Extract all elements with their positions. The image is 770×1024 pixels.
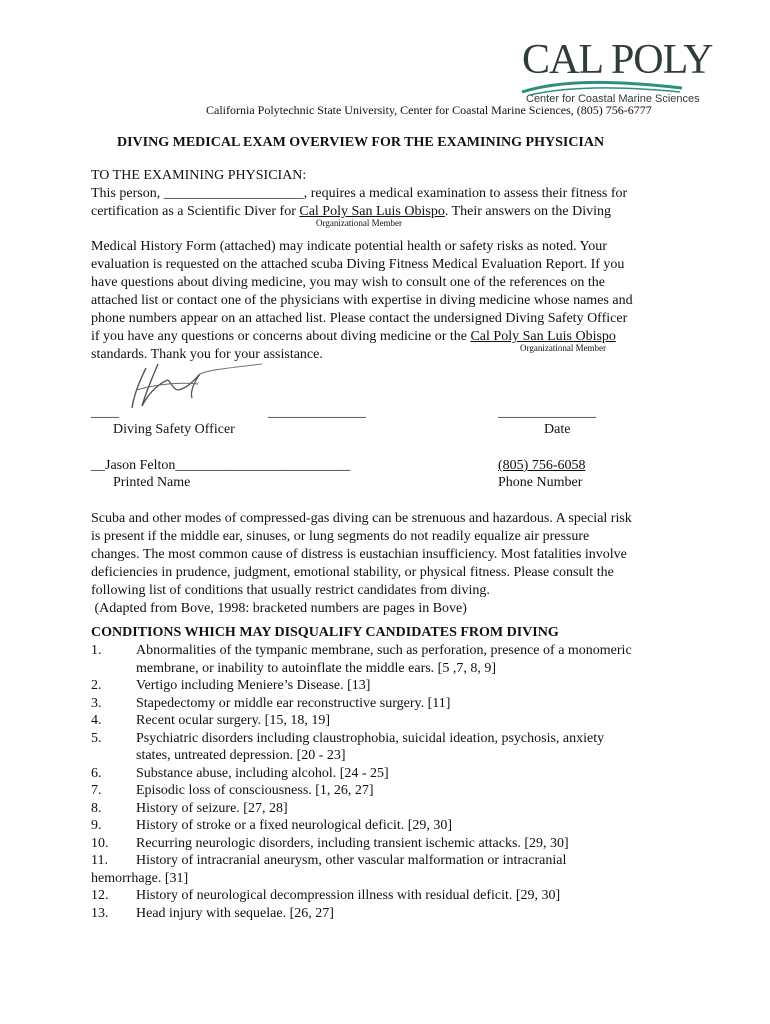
item-text: Abnormalities of the tympanic membrane, such as perforation, presence of a monomeric: [136, 643, 632, 658]
item-text: History of stroke or a fixed neurological deficit. [29, 30]: [136, 818, 453, 833]
item-text: Head injury with sequelae. [26, 27]: [136, 905, 334, 921]
item-number: 11.: [91, 853, 108, 868]
list-item: [91, 730, 691, 748]
item-text: Recent ocular surgery. [15, 18, 19]: [136, 713, 330, 728]
intro-text-end: . Their answers on the Diving: [444, 204, 611, 219]
item-text: History of neurological decompression illness with residual deficit. [29, 30]: [136, 888, 561, 903]
item-text: History of seizure. [27, 28]: [136, 800, 288, 816]
item-text: Episodic loss of consciousness. [1, 26, 27]: [136, 783, 374, 798]
logo-wordmark: CAL POLY: [522, 37, 713, 83]
para-line: evaluation is requested on the attached scuba Diving Fitness Medical Evaluation Report. If you: [91, 257, 625, 272]
org-label: Organizational Member: [520, 343, 607, 353]
date-line: ______________: [498, 405, 596, 420]
item-text: membrane, or inability to autoinflate the middle ears. [5 ,7, 8, 9]: [136, 660, 497, 676]
para-text: if you have any questions or concerns about diving medicine or the: [91, 329, 471, 344]
date-label: Date: [544, 422, 571, 437]
para-line: Scuba and other modes of compressed-gas diving can be strenuous and hazardous. A special risk: [91, 511, 632, 526]
item-text: History of intracranial aneurysm, other vascular malformation or intracranial: [136, 853, 567, 868]
dso-label: Diving Safety Officer: [113, 422, 235, 437]
org-name: Cal Poly San Luis Obispo: [299, 204, 445, 219]
list-item: [91, 677, 691, 695]
item-number: 9.: [91, 818, 102, 833]
para-line: phone numbers appear on an attached list. Please contact the undersigned Diving Safety Officer: [91, 311, 628, 326]
phone-label: Phone Number: [498, 475, 583, 490]
list-item: [91, 712, 691, 730]
list-item: [91, 642, 691, 660]
conditions-heading: CONDITIONS WHICH MAY DISQUALIFY CANDIDATES FROM DIVING: [91, 625, 559, 640]
list-item: [91, 887, 691, 905]
list-item: [91, 695, 691, 713]
item-number: 2.: [91, 678, 102, 693]
para-line: changes. The most common cause of distress is eustachian insufficiency. Most fatalities involve: [91, 547, 627, 562]
printed-name-label: Printed Name: [113, 475, 191, 490]
item-number: 1.: [91, 643, 102, 658]
risk-paragraph: [91, 510, 691, 618]
header-address: California Polytechnic State University, Center for Coastal Marine Sciences, (805) 756-6777: [206, 103, 652, 117]
item-text: Vertigo including Meniere’s Disease. [13]: [136, 678, 371, 693]
para-line: following list of conditions that usually restrict candidates from diving.: [91, 583, 490, 598]
item-number: 5.: [91, 730, 102, 746]
list-item-continuation: [91, 747, 691, 765]
conditions-list: [91, 642, 691, 922]
item-text: Substance abuse, including alcohol. [24 - 25]: [136, 765, 389, 781]
list-item: [91, 852, 691, 870]
item-number: 7.: [91, 783, 102, 798]
para-line: (Adapted from Bove, 1998: bracketed numbers are pages in Bove): [91, 601, 467, 616]
item-number: 8.: [91, 800, 102, 816]
page-title: DIVING MEDICAL EXAM OVERVIEW FOR THE EXAMINING PHYSICIAN: [117, 135, 605, 150]
item-number: 4.: [91, 713, 102, 728]
org-name: Cal Poly San Luis Obispo: [470, 329, 616, 344]
item-number: 6.: [91, 765, 102, 781]
list-item-continuation: [91, 660, 691, 678]
printed-name-value: __Jason Felton_________________________: [91, 458, 351, 473]
phone-value: (805) 756-6058: [498, 458, 586, 473]
intro-line-1: This person, ____________________, requires a medical examination to assess their fitness for: [91, 186, 628, 201]
salutation: TO THE EXAMINING PHYSICIAN:: [91, 168, 307, 183]
blank-line: ______________: [268, 405, 366, 420]
para-line: is present if the middle ear, sinuses, or lung segments do not readily equalize air pressure: [91, 529, 590, 544]
item-number: 3.: [91, 695, 102, 711]
item-text: hemorrhage. [31]: [91, 870, 189, 886]
logo-subtitle: Center for Coastal Marine Sciences: [526, 93, 700, 105]
para-line: attached list or contact one of the physicians with expertise in diving medicine whose names and: [91, 293, 633, 308]
para-line: deficiencies in prudence, judgment, emotional stability, or physical fitness. Please consult the: [91, 565, 614, 580]
list-item: [91, 765, 691, 783]
intro-text: certification as a Scientific Diver for: [91, 204, 300, 219]
item-text: Stapedectomy or middle ear reconstructive surgery. [11]: [136, 695, 451, 711]
signature-line: ____: [91, 405, 119, 420]
org-label: Organizational Member: [316, 218, 403, 228]
list-item-wrap: [91, 870, 691, 888]
list-item: [91, 905, 691, 923]
item-number: 12.: [91, 888, 109, 903]
para-line: standards. Thank you for your assistance.: [91, 347, 323, 362]
list-item: [91, 782, 691, 800]
item-text: states, untreated depression. [20 - 23]: [136, 748, 346, 763]
item-text: Psychiatric disorders including claustrophobia, suicidal ideation, psychosis, anxiety: [136, 730, 605, 746]
item-number: 13.: [91, 905, 109, 921]
signature-image: [128, 360, 268, 415]
list-item: [91, 800, 691, 818]
list-item: [91, 835, 691, 853]
cal-poly-logo: [520, 37, 713, 108]
item-number: 10.: [91, 835, 109, 851]
para-line: Medical History Form (attached) may indicate potential health or safety risks as noted. Your: [91, 239, 607, 254]
item-text: Recurring neurologic disorders, including transient ischemic attacks. [29, 30]: [136, 835, 569, 851]
list-item: [91, 817, 691, 835]
para-line: have questions about diving medicine, you may wish to consult one of the references on the: [91, 275, 605, 290]
